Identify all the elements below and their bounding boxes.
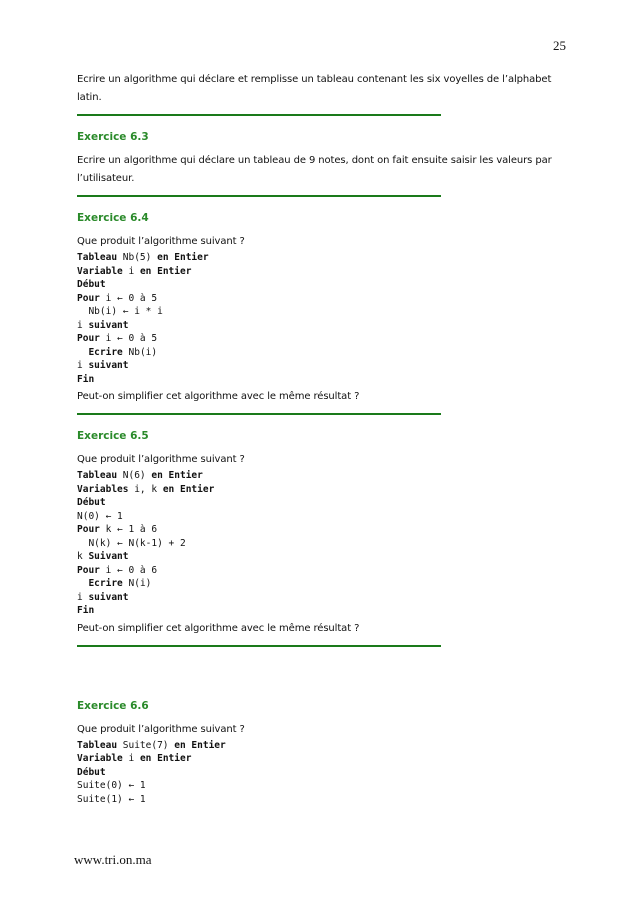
exercise-text: Ecrire un algorithme qui déclare un tableau de 9 notes, dont on fait ensuite saisir les valeurs par l’utilisateur. xyxy=(77,155,552,184)
code-line xyxy=(77,305,577,319)
footer-url: www.tri.on.ma xyxy=(74,852,152,867)
code-line xyxy=(77,577,577,591)
code-keyword: Variable xyxy=(77,265,123,277)
code-text xyxy=(77,347,88,358)
code-keyword: Début xyxy=(77,279,106,290)
code-text: i xyxy=(77,360,89,371)
code-keyword: en Entier xyxy=(162,483,215,495)
code-text: N(i) xyxy=(122,578,152,589)
code-line xyxy=(77,469,577,483)
code-keyword: Pour xyxy=(77,524,100,535)
code-text: i ← 0 à 6 xyxy=(99,564,158,576)
code-line xyxy=(77,604,577,618)
code-text: Suite(0) ← 1 xyxy=(77,780,146,791)
document-body xyxy=(77,71,577,806)
intro-paragraph: Ecrire un algorithme qui déclare et remplisse un tableau contenant les six voyelles de l’alphabet latin. xyxy=(77,74,552,103)
code-keyword: Début xyxy=(77,497,106,508)
code-keyword: Suivant xyxy=(88,551,129,562)
code-keyword: en Entier xyxy=(151,470,203,481)
code-keyword: suivant xyxy=(88,591,129,603)
code-keyword: Tableau xyxy=(77,739,118,751)
section-divider xyxy=(77,413,441,415)
code-text: i xyxy=(77,591,89,603)
code-line xyxy=(77,373,577,387)
code-line xyxy=(77,793,577,807)
code-line xyxy=(77,332,577,346)
code-line xyxy=(77,550,577,564)
code-line xyxy=(77,591,577,605)
code-keyword: Tableau xyxy=(77,470,118,481)
code-text: N(0) ← 1 xyxy=(77,510,123,522)
section-divider xyxy=(77,195,441,197)
code-keyword: Variables xyxy=(77,483,129,495)
exercise-question: Que produit l’algorithme suivant ? xyxy=(77,236,245,247)
code-text: Suite(1) ← 1 xyxy=(77,793,146,805)
code-text: k ← 1 à 6 xyxy=(99,524,158,535)
code-line xyxy=(77,359,577,373)
exercise-question: Que produit l’algorithme suivant ? xyxy=(77,454,245,465)
code-text xyxy=(77,578,88,589)
code-line xyxy=(77,319,577,333)
code-line xyxy=(77,496,577,510)
exercise-followup: Peut-on simplifier cet algorithme avec le même résultat ? xyxy=(77,622,360,634)
code-keyword: en Entier xyxy=(174,739,226,751)
code-keyword: Fin xyxy=(77,373,95,385)
code-text: Suite(7) xyxy=(117,739,175,751)
section-divider xyxy=(77,114,441,116)
code-text: Nb(5) xyxy=(117,252,158,263)
code-keyword: Ecrire xyxy=(88,578,123,589)
code-line xyxy=(77,523,577,537)
code-block xyxy=(77,739,577,807)
code-line xyxy=(77,739,577,753)
code-keyword: suivant xyxy=(88,360,129,371)
code-keyword: en Entier xyxy=(157,252,209,263)
page-number: 25 xyxy=(553,38,566,53)
code-text: k xyxy=(77,551,89,562)
section-divider xyxy=(77,645,441,647)
code-line xyxy=(77,292,577,306)
code-keyword: Ecrire xyxy=(88,346,123,358)
code-block xyxy=(77,469,577,618)
code-text: i ← 0 à 5 xyxy=(99,292,158,304)
code-block xyxy=(77,251,577,386)
code-line xyxy=(77,278,577,292)
code-line xyxy=(77,564,577,578)
code-line xyxy=(77,779,577,793)
exercise-title: Exercice 6.4 xyxy=(77,212,149,224)
code-text: i xyxy=(122,753,140,764)
code-text: N(k) ← N(k-1) + 2 xyxy=(77,537,186,549)
code-text: N(6) xyxy=(117,470,152,481)
code-keyword: Fin xyxy=(77,605,95,616)
code-line xyxy=(77,346,577,360)
code-keyword: Pour xyxy=(77,564,100,576)
code-keyword: Tableau xyxy=(77,252,118,263)
code-keyword: suivant xyxy=(88,319,129,331)
exercise-title: Exercice 6.6 xyxy=(77,699,149,712)
code-line xyxy=(77,537,577,551)
code-line xyxy=(77,265,577,279)
code-line xyxy=(77,752,577,766)
code-line xyxy=(77,251,577,265)
exercise-title: Exercice 6.5 xyxy=(77,430,149,442)
exercise-title: Exercice 6.3 xyxy=(77,131,149,143)
code-text: i xyxy=(77,319,89,331)
exercise-followup: Peut-on simplifier cet algorithme avec le même résultat ? xyxy=(77,391,360,402)
code-line xyxy=(77,766,577,780)
code-keyword: Variable xyxy=(77,753,123,764)
code-keyword: en Entier xyxy=(139,753,192,764)
code-text: i ← 0 à 5 xyxy=(99,333,158,344)
code-keyword: Pour xyxy=(77,333,100,344)
code-keyword: Début xyxy=(77,766,106,778)
code-keyword: Pour xyxy=(77,292,100,304)
code-line xyxy=(77,483,577,497)
code-keyword: en Entier xyxy=(139,265,192,277)
exercise-question: Que produit l’algorithme suivant ? xyxy=(77,723,245,735)
code-text: i, k xyxy=(128,483,163,495)
code-text: i xyxy=(122,265,140,277)
code-text: Nb(i) ← i * i xyxy=(77,306,163,317)
code-text: Nb(i) xyxy=(122,346,158,358)
code-line xyxy=(77,510,577,524)
